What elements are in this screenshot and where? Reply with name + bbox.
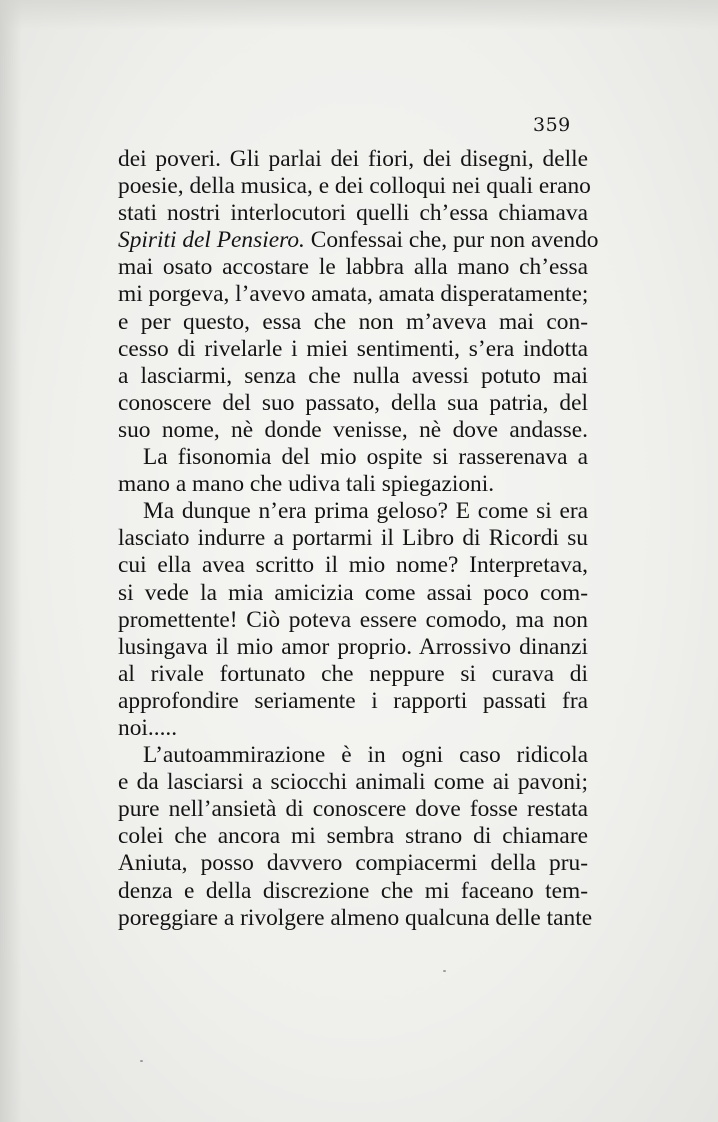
- text-line: mano a mano che udiva tali spiegazioni.: [118, 471, 495, 498]
- text-line: e da lasciarsi a sciocchi animali come ai pavoni;: [118, 769, 588, 796]
- text-line: al rivale fortunato che neppure si curava di: [118, 660, 588, 687]
- text-line: poreggiare a rivolgere almeno qualcuna delle tante: [118, 904, 593, 931]
- text-line: [118, 227, 599, 254]
- text-line: La fisonomia del mio ospite si rasserenava a: [143, 444, 588, 471]
- top-edge-shadow: [0, 0, 718, 30]
- text-line: promettente! Ciò poteva essere comodo, ma non: [118, 606, 588, 633]
- text-line: pure nell’ansietà di conoscere dove fosse restata: [118, 796, 588, 823]
- body-text: [118, 146, 599, 932]
- text-line: stati nostri interlocutori quelli ch’essa chiamava: [118, 200, 588, 227]
- paper-speck: [140, 1060, 143, 1062]
- text-line: mi porgeva, l’avevo amata, amata disperatamente;: [118, 281, 589, 308]
- left-edge-shadow: [0, 0, 22, 1122]
- text-line: e per questo, essa che non m’aveva mai con-: [118, 308, 588, 335]
- text-line: lusingava il mio amor proprio. Arrossivo dinanzi: [118, 633, 588, 660]
- paper-speck: [443, 970, 446, 972]
- text-line: noi.....: [118, 714, 178, 741]
- text-line: colei che ancora mi sembra strano di chiamare: [118, 823, 588, 850]
- text-line-rest: Confessai che, pur non avendo: [304, 227, 599, 254]
- text-line: L’autoammirazione è in ogni caso ridicola: [143, 742, 588, 769]
- text-line: Aniuta, posso davvero compiacermi della pru-: [118, 850, 588, 877]
- text-line: Ma dunque n’era prima geloso? E come si era: [143, 498, 588, 525]
- text-line: denza e della discrezione che mi faceano tem-: [118, 877, 588, 904]
- italic-title: Spiriti del Pensiero.: [118, 227, 305, 254]
- text-line: approfondire seriamente i rapporti passati fra: [118, 687, 588, 714]
- text-line: suo nome, nè donde venisse, nè dove andasse.: [118, 416, 588, 443]
- page-number: 359: [533, 114, 571, 136]
- text-line: lasciato indurre a portarmi il Libro di Ricordi su: [118, 525, 588, 552]
- text-line: cui ella avea scritto il mio nome? Interpretava,: [118, 552, 588, 579]
- text-line: dei poveri. Gli parlai dei fiori, dei disegni, delle: [118, 146, 588, 172]
- text-line: si vede la mia amicizia come assai poco com-: [118, 579, 588, 606]
- text-line: conoscere del suo passato, della sua patria, del: [118, 389, 588, 416]
- text-line: cesso di rivelarle i miei sentimenti, s’era indotta: [118, 335, 588, 362]
- text-line: mai osato accostare le labbra alla mano ch’essa: [118, 254, 588, 281]
- text-line: poesie, della musica, e dei colloqui nei quali erano: [118, 173, 591, 200]
- text-line: a lasciarmi, senza che nulla avessi potuto mai: [118, 362, 588, 389]
